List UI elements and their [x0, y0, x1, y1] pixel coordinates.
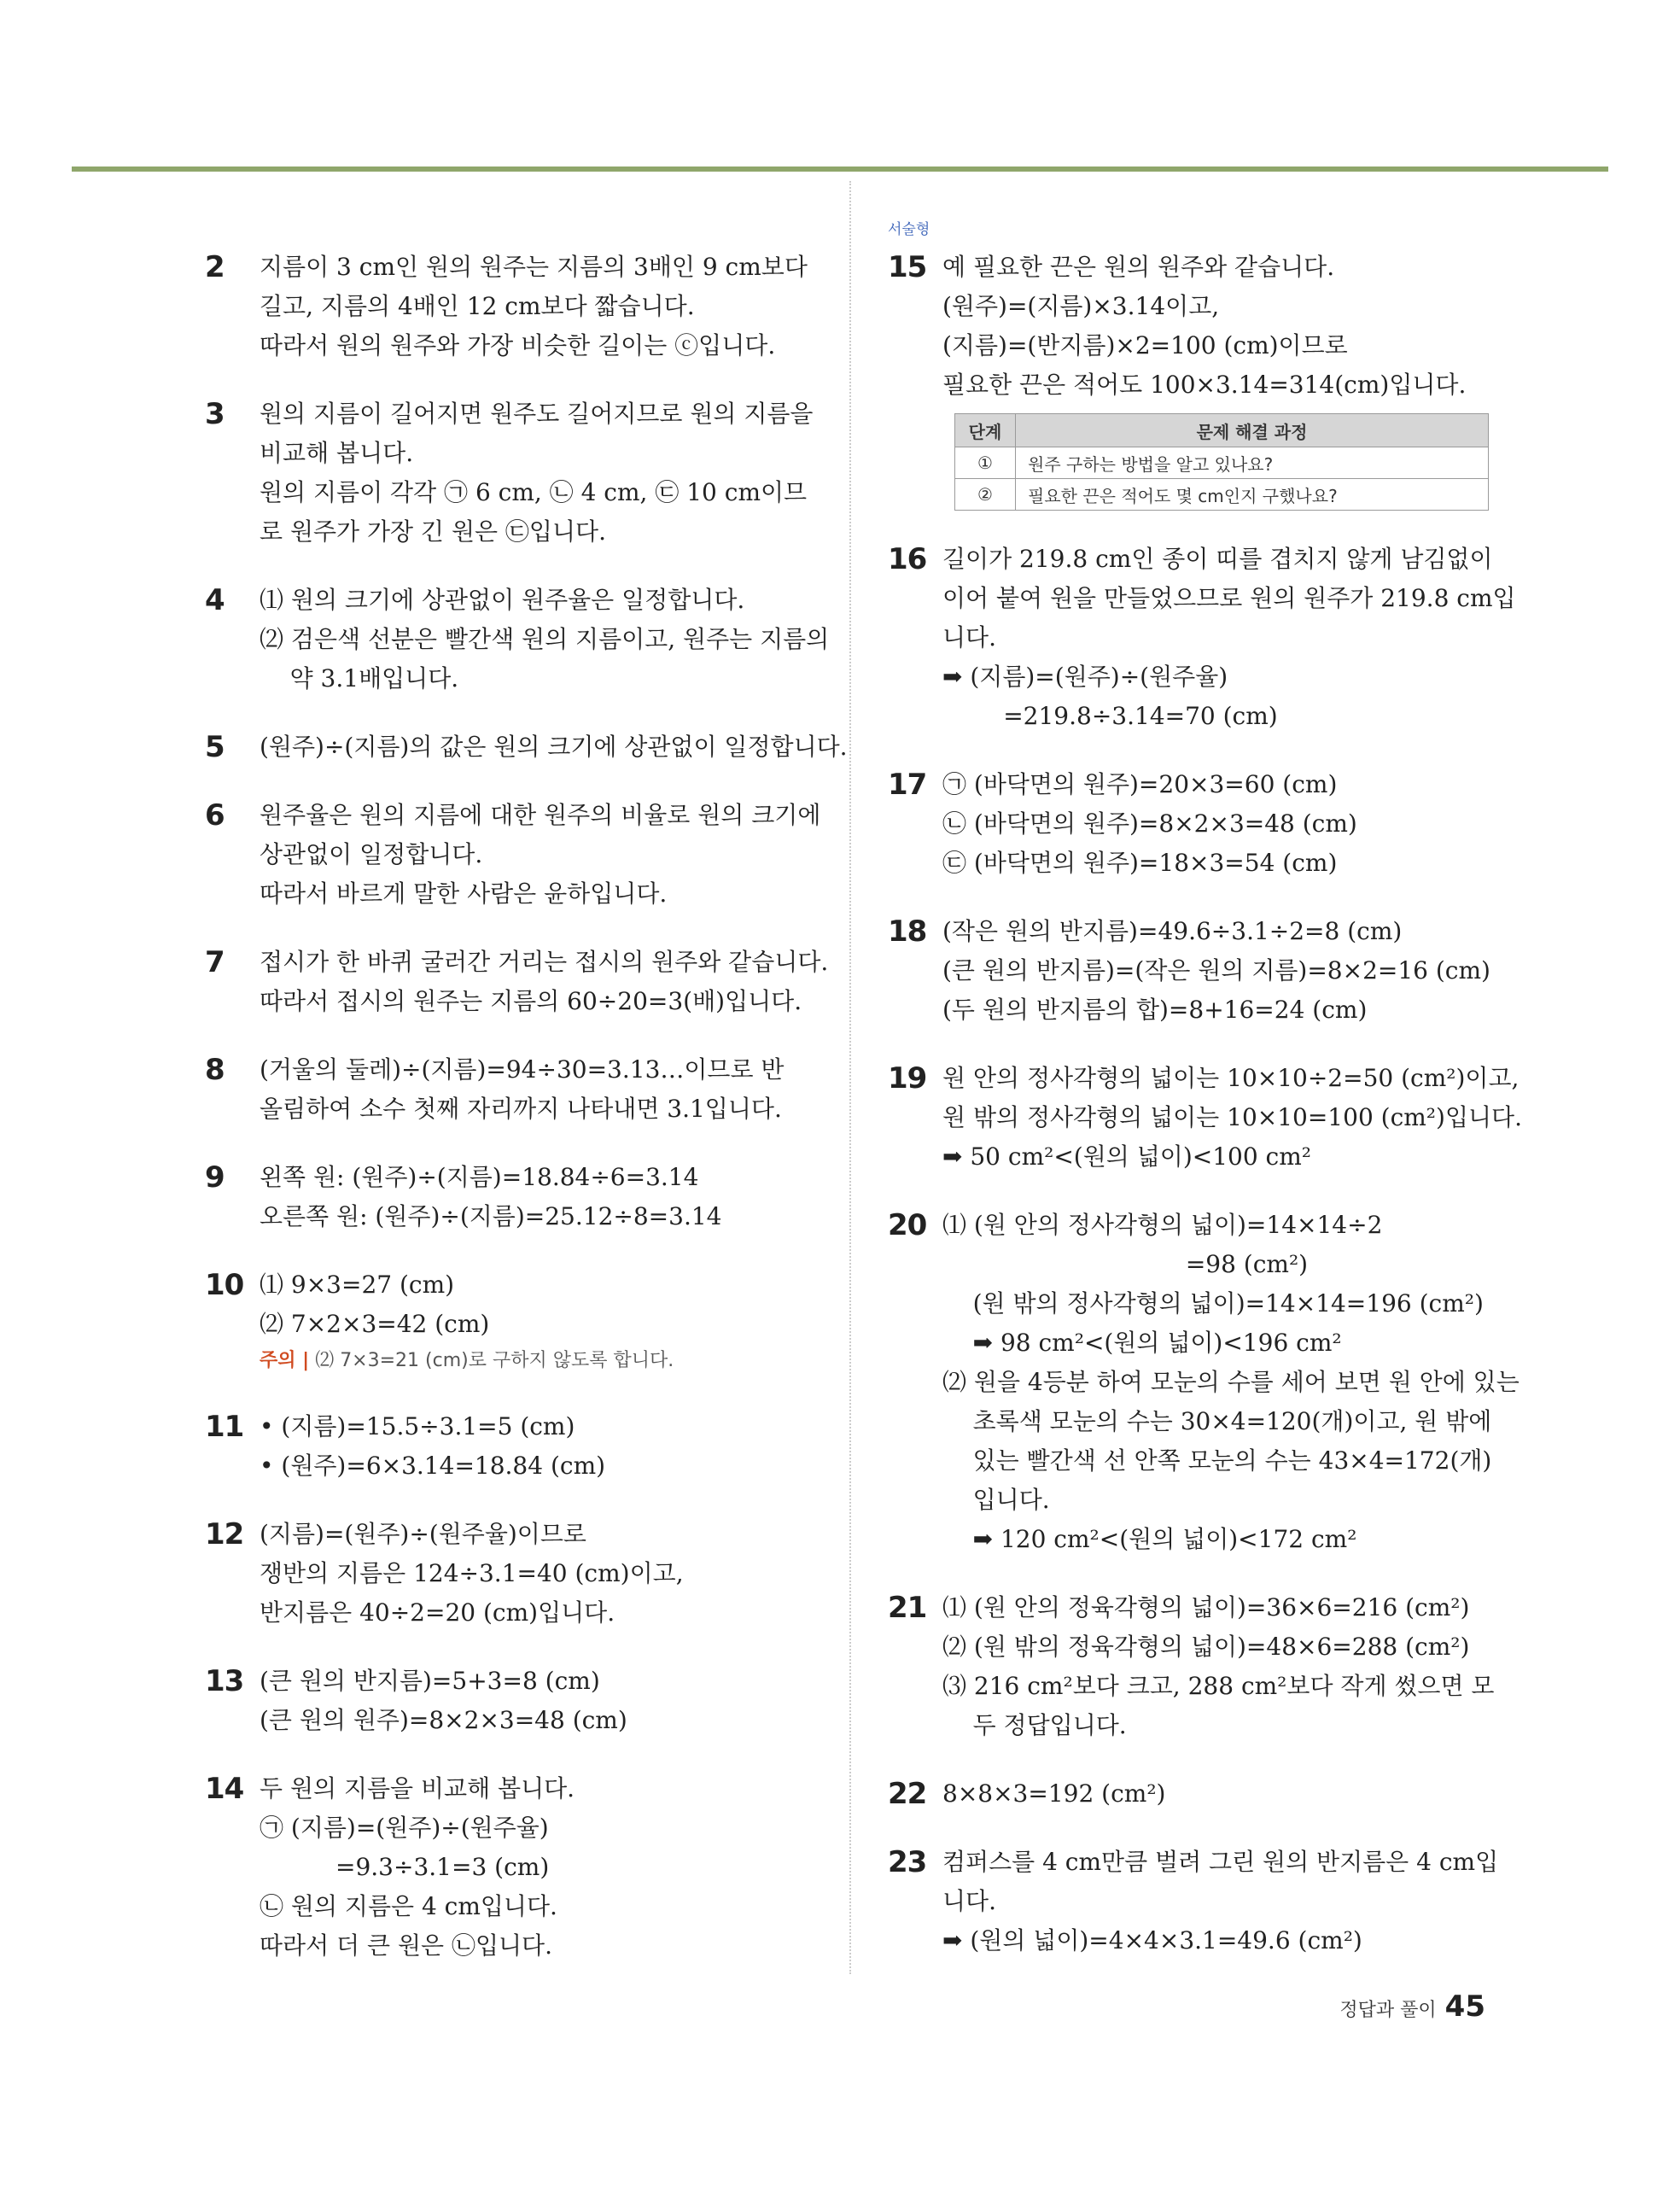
answer-line: 이어 붙여 원을 만들었으므로 원의 원주가 219.8 cm입: [942, 584, 1516, 612]
answer-item: [888, 1774, 1494, 1814]
answer-line: ➡ (지름)=(원주)÷(원주율): [942, 663, 1228, 691]
item-number: 15: [888, 250, 927, 284]
answer-line: 따라서 접시의 원주는 지름의 60÷20=3(배)입니다.: [260, 987, 802, 1015]
answer-line: 올림하여 소수 첫째 자리까지 나타내면 3.1입니다.: [260, 1095, 782, 1123]
answer-line: (원주)÷(지름)의 값은 원의 크기에 상관없이 일정합니다.: [260, 733, 848, 761]
answer-item: [205, 581, 830, 698]
answer-line: 필요한 끈은 적어도 100×3.14=314(cm)입니다.: [942, 371, 1467, 399]
answer-line: 비교해 봅니다.: [260, 439, 414, 467]
answer-item: [205, 796, 820, 914]
answer-line: (작은 원의 반지름)=49.6÷3.1÷2=8 (cm): [942, 917, 1403, 945]
item-number: 17: [888, 768, 927, 802]
answer-line: =219.8÷3.14=70 (cm): [942, 702, 1278, 730]
answer-line: 오른쪽 원: (원주)÷(지름)=25.12÷8=3.14: [260, 1202, 722, 1230]
caution-label: 주의 |: [260, 1350, 310, 1371]
answer-line: 니다.: [942, 1887, 996, 1915]
answer-line: 원의 지름이 각각 ㉠ 6 cm, ㉡ 4 cm, ㉢ 10 cm이므: [260, 478, 808, 506]
item-number: 16: [888, 542, 927, 576]
answer-item: [888, 912, 1494, 1030]
answer-line: ⑵ (원 밖의 정육각형의 넓이)=48×6=288 (cm²): [942, 1633, 1470, 1661]
answer-item: [205, 1515, 820, 1633]
answer-item: [205, 1662, 820, 1740]
answer-line: 원의 지름이 길어지면 원주도 길어지므로 원의 지름을: [260, 400, 814, 428]
answer-item: [205, 248, 820, 365]
caution-note: [260, 1344, 820, 1378]
answer-line: (원주)=(지름)×3.14이고,: [942, 292, 1220, 320]
answer-line: ㉠ (지름)=(원주)÷(원주율): [260, 1814, 549, 1842]
answer-line: ㉡ (바닥면의 원주)=8×2×3=48 (cm): [942, 809, 1357, 838]
item-number: 8: [205, 1053, 225, 1087]
answer-line: ㉢ (바닥면의 원주)=18×3=54 (cm): [942, 849, 1338, 877]
answer-line: (지름)=(반지름)×2=100 (cm)이므로: [942, 331, 1348, 359]
answer-line: (지름)=(원주)÷(원주율)이므로: [260, 1520, 586, 1548]
page-number: 45: [1444, 1989, 1485, 2024]
footer-label: 정답과 풀이: [1339, 2000, 1437, 2021]
answer-line: 길고, 지름의 4배인 12 cm보다 짧습니다.: [260, 292, 695, 320]
answer-item: [205, 394, 820, 552]
answer-line: (원 밖의 정사각형의 넓이)=14×14=196 (cm²): [942, 1289, 1484, 1318]
answer-line: 원 안의 정사각형의 넓이는 10×10÷2=50 (cm²)이고,: [942, 1064, 1520, 1092]
answer-line: 원 밖의 정사각형의 넓이는 10×10=100 (cm²)입니다.: [942, 1103, 1523, 1131]
answer-line: ⑴ 원의 크기에 상관없이 원주율은 일정합니다.: [260, 586, 745, 614]
answer-line: ⑶ 216 cm²보다 크고, 288 cm²보다 작게 썼으면 모: [942, 1672, 1495, 1700]
item-number: 22: [888, 1777, 927, 1811]
answer-line: 따라서 원의 원주와 가장 비슷한 길이는 ⓒ입니다.: [260, 331, 776, 359]
right-column: [888, 221, 1523, 1960]
item-number: 4: [205, 583, 225, 617]
table-cell: 필요한 끈은 적어도 몇 cm인지 구했나요?: [1016, 479, 1489, 511]
answer-line: 왼쪽 원: (원주)÷(지름)=18.84÷6=3.14: [260, 1163, 699, 1191]
table-header: 단계: [955, 414, 1016, 447]
answer-line: 있는 빨간색 선 안쪽 모눈의 수는 43×4=172(개): [942, 1446, 1492, 1475]
answer-item: [888, 1588, 1494, 1745]
table-row: [955, 447, 1489, 479]
answer-line: 길이가 219.8 cm인 종이 띠를 겹치지 않게 남김없이: [942, 545, 1493, 573]
caution-text: ⑵ 7×3=21 (cm)로 구하지 않도록 합니다.: [309, 1350, 674, 1371]
answer-line: ⑴ (원 안의 정육각형의 넓이)=36×6=216 (cm²): [942, 1593, 1470, 1621]
answer-line: 초록색 모눈의 수는 30×4=120(개)이고, 원 밖에: [942, 1407, 1492, 1435]
answer-line: (큰 원의 원주)=8×2×3=48 (cm): [260, 1706, 627, 1734]
item-number: 3: [205, 397, 225, 431]
left-column: [205, 248, 848, 1966]
answer-line: 두 원의 지름을 비교해 봅니다.: [260, 1774, 575, 1802]
answer-line: • (원주)=6×3.14=18.84 (cm): [260, 1452, 606, 1480]
answer-line: 쟁반의 지름은 124÷3.1=40 (cm)이고,: [260, 1559, 684, 1587]
item-number: 11: [205, 1410, 244, 1444]
answer-line: ➡ (원의 넓이)=4×4×3.1=49.6 (cm²): [942, 1926, 1362, 1954]
header-rule: [72, 167, 1608, 172]
answer-item: [205, 1158, 820, 1236]
answer-line: 입니다.: [942, 1486, 1050, 1514]
answer-line: 로 원주가 가장 긴 원은 ㉢입니다.: [260, 517, 606, 546]
answer-line: ⑴ 9×3=27 (cm): [260, 1271, 455, 1299]
item-number: 12: [205, 1517, 244, 1551]
item-number: 10: [205, 1268, 244, 1302]
item-number: 18: [888, 914, 927, 949]
answer-line: 니다.: [942, 623, 996, 651]
item-number: 2: [205, 250, 225, 284]
answer-line: 컴퍼스를 4 cm만큼 벌려 그린 원의 반지름은 4 cm입: [942, 1848, 1499, 1876]
item-number: 13: [205, 1664, 244, 1698]
answer-line: (두 원의 반지름의 합)=8+16=24 (cm): [942, 996, 1368, 1024]
table-cell: ②: [955, 479, 1016, 511]
answer-line: ⑵ 7×2×3=42 (cm): [260, 1310, 490, 1338]
scoring-table: [954, 413, 1489, 511]
item-number: 6: [205, 798, 225, 833]
answer-item: [888, 765, 1494, 883]
answer-line: ㉠ (바닥면의 원주)=20×3=60 (cm): [942, 770, 1338, 798]
answer-line: 예 필요한 끈은 원의 원주와 같습니다.: [942, 253, 1335, 281]
answer-line: =98 (cm²): [942, 1250, 1309, 1278]
answer-line: (거울의 둘레)÷(지름)=94÷30=3.13…이므로 반: [260, 1055, 785, 1084]
answer-line: (큰 원의 반지름)=(작은 원의 지름)=8×2=16 (cm): [942, 956, 1490, 984]
table-header-row: [955, 414, 1489, 447]
answer-line: 따라서 바르게 말한 사람은 윤하입니다.: [260, 879, 668, 908]
answer-line: 상관없이 일정합니다.: [260, 840, 483, 868]
answer-line: ⑵ 원을 4등분 하여 모눈의 수를 세어 보면 원 안에 있는: [942, 1368, 1520, 1396]
answer-item: [888, 1059, 1523, 1177]
table-cell: ①: [955, 447, 1016, 479]
answer-line: 반지름은 40÷2=20 (cm)입니다.: [260, 1598, 615, 1627]
item-number: 9: [205, 1160, 225, 1195]
table-cell: 원주 구하는 방법을 알고 있나요?: [1016, 447, 1489, 479]
item-number: 21: [888, 1591, 927, 1625]
item-number: 7: [205, 945, 225, 979]
answer-line: ➡ 50 cm²<(원의 넓이)<100 cm²: [942, 1142, 1312, 1171]
answer-item: [205, 1265, 820, 1378]
answer-item: [888, 540, 1516, 736]
answer-line: ㉡ 원의 지름은 4 cm입니다.: [260, 1892, 557, 1920]
essay-tag: 서술형: [888, 221, 930, 238]
answer-item: [205, 1769, 820, 1966]
table-row: [955, 479, 1489, 511]
page-footer: [1339, 1989, 1485, 2024]
answer-line: • (지름)=15.5÷3.1=5 (cm): [260, 1412, 575, 1440]
answer-line: ⑴ (원 안의 정사각형의 넓이)=14×14÷2: [942, 1211, 1383, 1239]
answer-line: 원주율은 원의 지름에 대한 원주의 비율로 원의 크기에: [260, 801, 821, 829]
answer-line: 따라서 더 큰 원은 ㉡입니다.: [260, 1931, 552, 1960]
answer-line: 접시가 한 바퀴 굴러간 거리는 접시의 원주와 같습니다.: [260, 948, 829, 976]
answer-item: [888, 1843, 1499, 1960]
answer-line: ⑵ 검은색 선분은 빨간색 원의 지름이고, 원주는 지름의: [260, 625, 830, 653]
answer-line: (큰 원의 반지름)=5+3=8 (cm): [260, 1667, 600, 1695]
answer-line: 두 정답입니다.: [942, 1711, 1127, 1739]
answer-item: [205, 727, 848, 767]
column-divider: [849, 181, 851, 1974]
answer-line: 약 3.1배입니다.: [260, 664, 459, 692]
answer-item: [205, 943, 829, 1021]
item-number: 20: [888, 1208, 927, 1242]
answer-line: ➡ 120 cm²<(원의 넓이)<172 cm²: [942, 1525, 1357, 1553]
item-number: 5: [205, 730, 225, 764]
answer-line: ➡ 98 cm²<(원의 넓이)<196 cm²: [942, 1329, 1342, 1357]
answer-item: [888, 1206, 1520, 1559]
item-number: 19: [888, 1061, 927, 1096]
answer-item: [205, 1050, 820, 1129]
item-number: 14: [205, 1772, 244, 1806]
answer-line: =9.3÷3.1=3 (cm): [260, 1853, 550, 1881]
answer-item: [205, 1407, 820, 1486]
answer-line: 8×8×3=192 (cm²): [942, 1779, 1166, 1808]
answer-line: 지름이 3 cm인 원의 원주는 지름의 3배인 9 cm보다: [260, 253, 808, 281]
table-header: 문제 해결 과정: [1016, 414, 1489, 447]
item-number: 23: [888, 1845, 927, 1879]
answer-item-essay: [888, 221, 1494, 511]
